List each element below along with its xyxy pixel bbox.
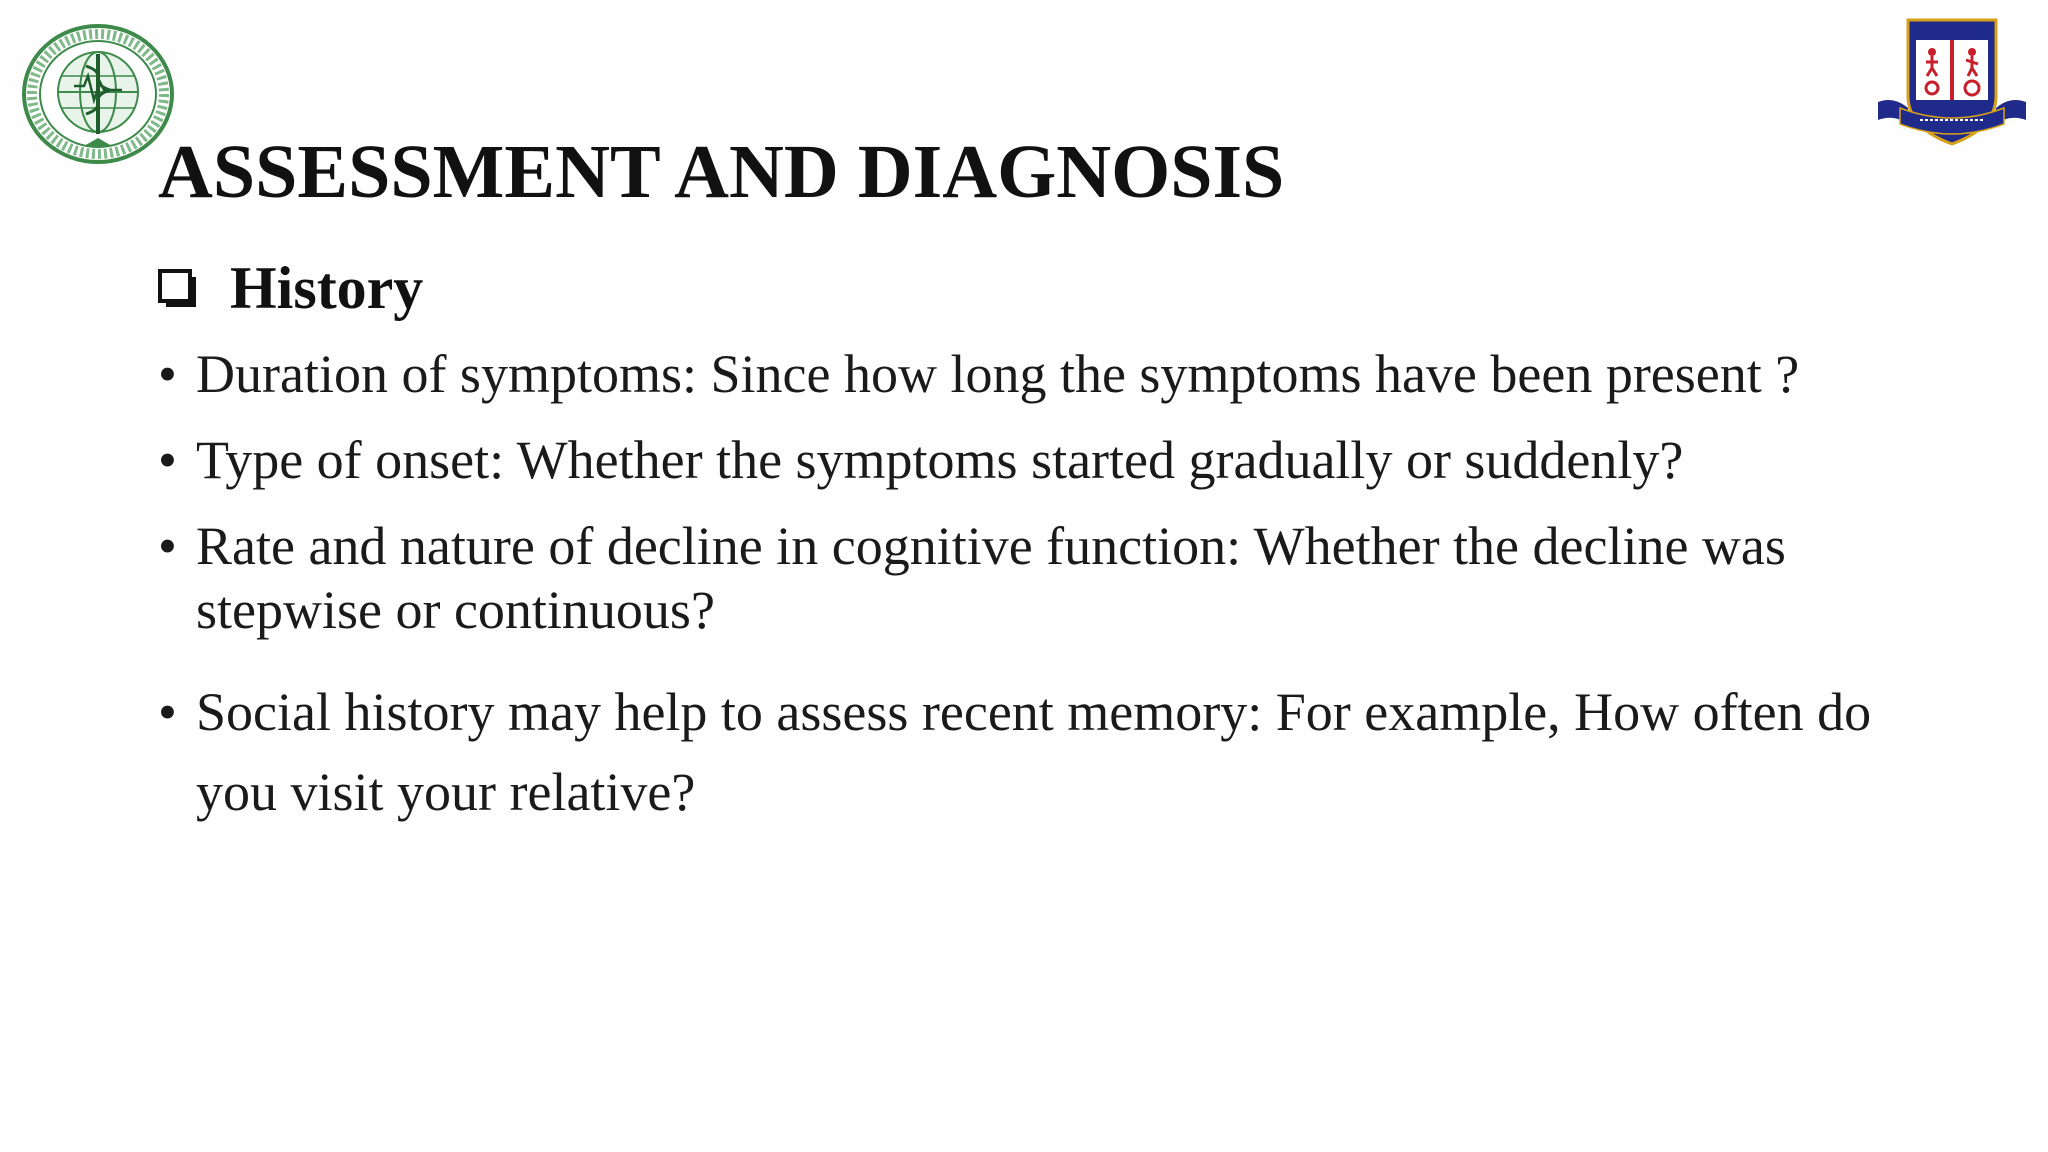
slide-title: ASSESSMENT AND DIAGNOSIS xyxy=(158,130,1285,214)
bullet-dot-icon: • xyxy=(158,430,177,490)
bullet-item xyxy=(158,428,1918,492)
bullet-text: Rate and nature of decline in cognitive function: Whether the decline was stepwise or continuous? xyxy=(196,516,1786,640)
bullet-dot-icon: • xyxy=(158,344,177,404)
medical-institute-seal-icon xyxy=(14,16,178,164)
bullet-item xyxy=(158,672,1918,832)
bullet-item xyxy=(158,514,1918,642)
bullet-text: Social history may help to assess recent memory: For example, How often do you visit your relative? xyxy=(196,682,1872,822)
physiotherapy-college-crest-icon xyxy=(1874,12,2030,152)
bullet-text: Type of onset: Whether the symptoms started gradually or suddenly? xyxy=(196,430,1684,490)
bullet-dot-icon: • xyxy=(158,516,177,576)
physiotherapy-college-crest-logo xyxy=(1874,12,2030,152)
bullet-list xyxy=(158,342,1918,832)
section-heading xyxy=(158,250,423,326)
institute-seal-logo xyxy=(14,16,178,164)
section-heading-label: History xyxy=(230,255,424,321)
bullet-item xyxy=(158,342,1918,406)
empty-checkbox-icon xyxy=(158,269,196,307)
bullet-text: Duration of symptoms: Since how long the symptoms have been present ? xyxy=(196,344,1800,404)
bullet-dot-icon: • xyxy=(158,682,177,742)
